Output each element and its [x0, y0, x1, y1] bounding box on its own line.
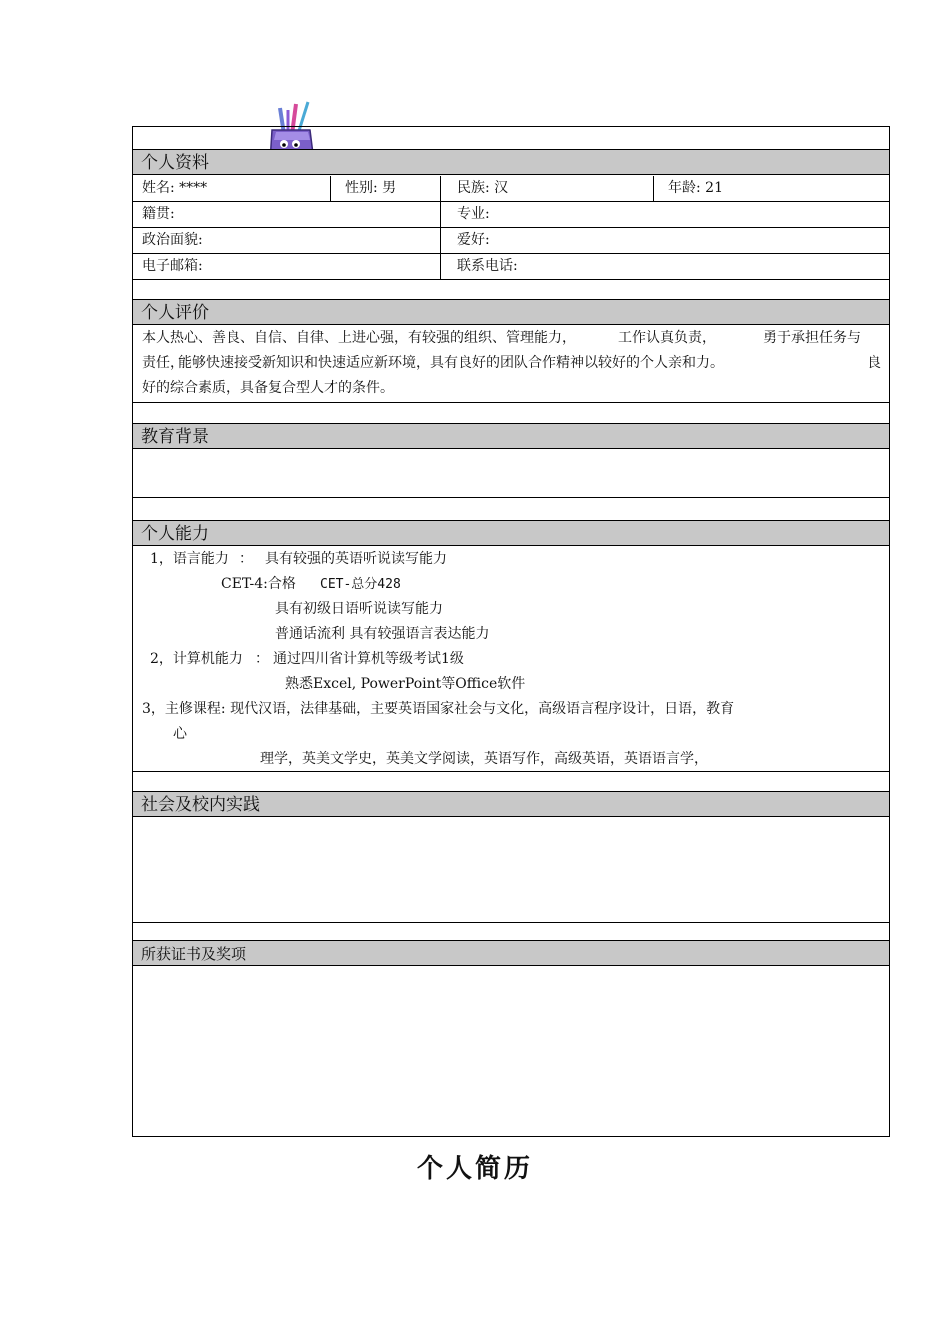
evaluation-line-2c: 良 [867, 355, 881, 371]
page-title: 个人简历 [416, 1154, 533, 1184]
section-practice [133, 791, 889, 817]
language-ability-japanese: 具有初级日语听说读写能力 [275, 601, 443, 617]
evaluation-line-1c: 勇于承担任务与 [763, 330, 861, 346]
info-row-4 [133, 253, 889, 279]
courses-line-3: 理学，英美文学史，英美文学阅读，英语写作，高级英语，英语语言学， [260, 751, 708, 767]
spacer-row [133, 402, 889, 423]
section-personal-info [133, 149, 889, 175]
computer-ability-office: 熟悉Excel, PowerPoint等Office软件 [285, 676, 526, 692]
evaluation-line-3: 好的综合素质，具备复合型人才的条件。 [142, 380, 394, 396]
courses-line-2: 心 [173, 726, 187, 742]
section-abilities-label: 个人能力 [141, 524, 209, 544]
computer-ability-exam: 通过四川省计算机等级考试1级 [273, 651, 464, 667]
phone-field: 联系电话: [440, 254, 889, 279]
evaluation-line-1a: 本人热心、善良、自信、自律、上进心强，有较强的组织、管理能力， [142, 330, 576, 346]
section-certificates-label: 所获证书及奖项 [141, 945, 247, 963]
spacer-row [133, 922, 889, 940]
certificates-body [133, 967, 889, 1136]
ethnicity-field: 民族: 汉 [440, 176, 653, 201]
evaluation-line-2b: 能够快速接受新知识和快速适应新环境，具有良好的团队合作精神以较好的个人亲和力。 [178, 355, 724, 371]
info-row-1 [133, 176, 889, 201]
info-row-3 [133, 227, 889, 253]
major-field: 专业: [440, 202, 889, 227]
language-ability-mandarin: 普通话流利 具有较强语言表达能力 [275, 626, 490, 642]
name-field: 姓名: **** [142, 180, 208, 196]
section-education [133, 423, 889, 449]
email-field: 电子邮箱: [142, 258, 203, 274]
courses-line-1: 3，主修课程: 现代汉语，法律基础，主要英语国家社会与文化，高级语言程序设计，日语，教育 [142, 701, 735, 717]
hobby-field: 爱好: [440, 228, 889, 253]
computer-ability-colon: ： [255, 651, 269, 667]
evaluation-line-1b: 工作认真负责， [618, 330, 716, 346]
section-personal-info-label: 个人资料 [141, 153, 209, 173]
spacer-row [133, 279, 889, 299]
section-self-evaluation-label: 个人评价 [141, 303, 209, 323]
spacer-row [133, 771, 889, 791]
cet-score: CET-总分428 [320, 577, 401, 592]
evaluation-line-2a: 责任， [142, 355, 184, 371]
computer-ability-label: 2，计算机能力 [150, 651, 243, 667]
cet4-result: CET-4:合格 [221, 576, 296, 592]
gender-field: 性别: 男 [330, 176, 440, 201]
education-body [133, 450, 889, 497]
language-ability-colon: ： [239, 551, 253, 567]
abilities-body [133, 547, 889, 771]
section-self-evaluation [133, 299, 889, 325]
hometown-field: 籍贯: [142, 206, 175, 222]
political-field: 政治面貌: [142, 232, 203, 248]
practice-body [133, 818, 889, 922]
section-education-label: 教育背景 [141, 427, 209, 447]
age-field: 年龄: 21 [653, 176, 889, 201]
resume-table [132, 126, 890, 1137]
section-abilities [133, 520, 889, 546]
spacer-row [133, 497, 889, 520]
language-ability-english: 具有较强的英语听说读写能力 [265, 551, 447, 567]
section-certificates [133, 940, 889, 966]
evaluation-body [133, 326, 889, 402]
info-row-2 [133, 201, 889, 227]
section-practice-label: 社会及校内实践 [141, 795, 260, 815]
language-ability-label: 1，语言能力 [150, 551, 229, 567]
